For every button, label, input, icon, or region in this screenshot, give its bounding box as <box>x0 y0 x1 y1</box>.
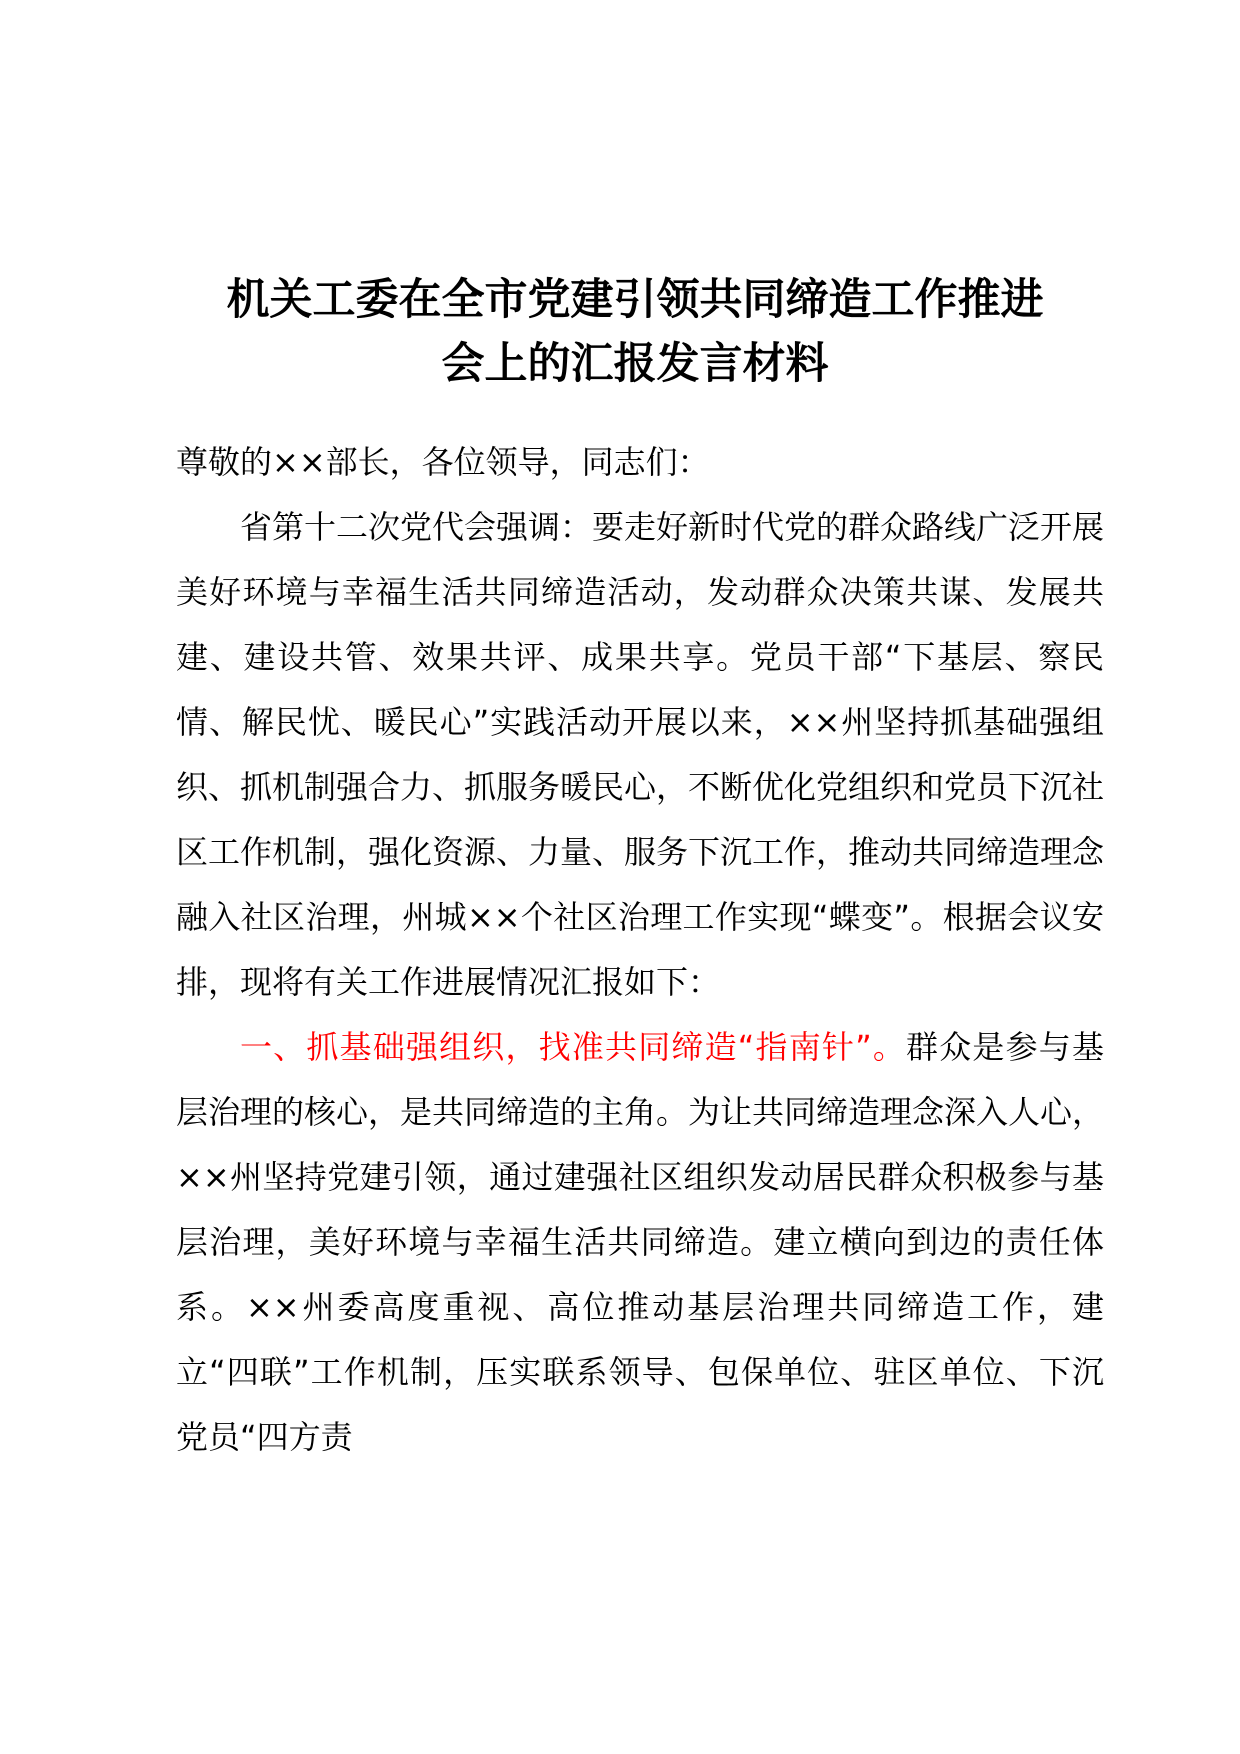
document-body <box>176 430 1104 1470</box>
title-line-2: 会上的汇报发言材料 <box>441 339 829 389</box>
section-1-heading: 一、抓基础强组织，找准共同缔造“指南针”。 <box>240 1028 907 1066</box>
title-line-1: 机关工委在全市党建引领共同缔造工作推进 <box>226 275 1044 325</box>
paragraph-intro: 省第十二次党代会强调：要走好新时代党的群众路线广泛开展美好环境与幸福生活共同缔造活动，发动群众决策共谋、发展共建、建设共管、效果共评、成果共享。党员干部“下基层、察民情、解民忧、暖民心”实践活动开展以来，××州坚持抓基础强组织、抓机制强合力、抓服务暖民心，不断优化党组织和党员下沉社区工作机制，强化资源、力量、服务下沉工作，推动共同缔造理念融入社区治理，州城××个社区治理工作实现“蝶变”。根据会议安排，现将有关工作进展情况汇报如下： <box>176 508 1105 1001</box>
paragraph-section-1 <box>176 1015 1104 1470</box>
document-title <box>170 268 1100 396</box>
salutation: 尊敬的××部长，各位领导，同志们： <box>176 443 710 481</box>
section-1-body: 群众是参与基层治理的核心，是共同缔造的主角。为让共同缔造理念深入人心，××州坚持党建引领，通过建强社区组织发动居民群众积极参与基层治理，美好环境与幸福生活共同缔造。建立横向到边的责任体系。××州委高度重视、高位推动基层治理共同缔造工作，建立“四联”工作机制，压实联系领导、包保单位、驻区单位、下沉党员“四方责 <box>176 1028 1105 1456</box>
